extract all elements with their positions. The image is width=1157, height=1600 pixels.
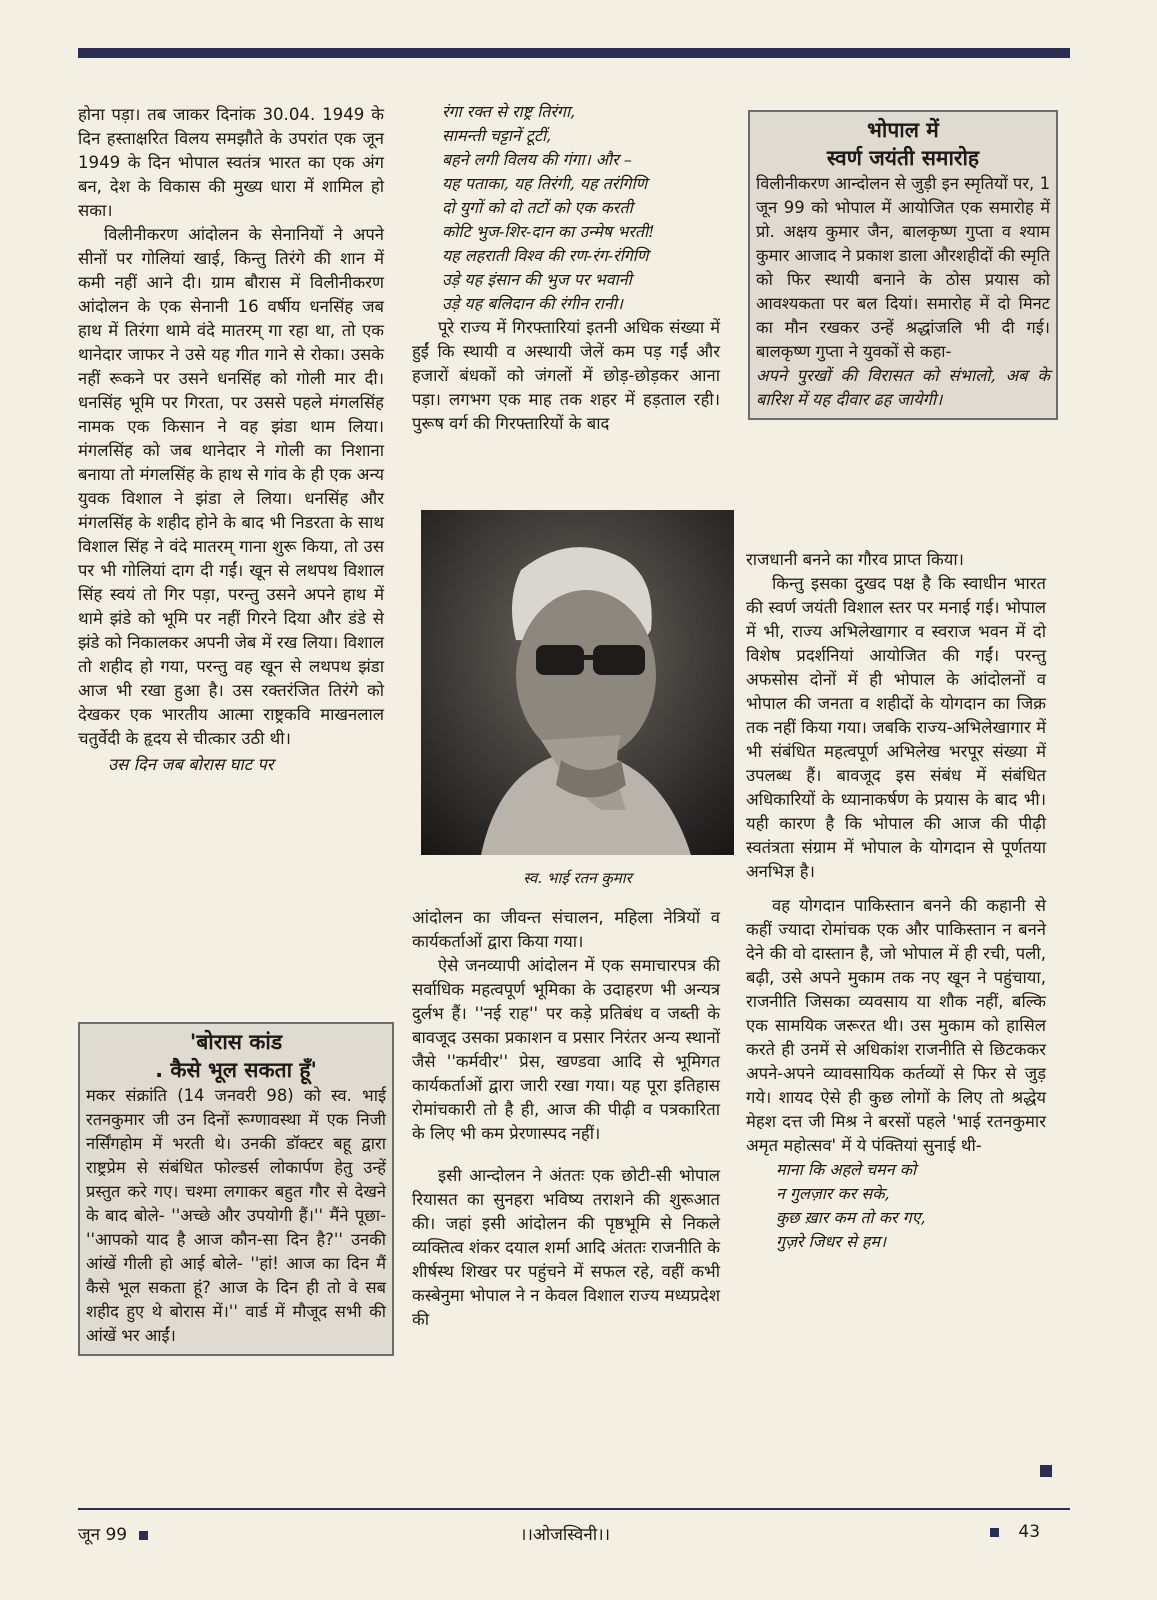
end-of-article-mark <box>1040 1465 1052 1477</box>
jubilee-box-title-1: भोपाल में <box>867 118 939 142</box>
boras-box-body: मकर संक्रांति (14 जनवरी 98) को स्व. भाई रतनकुमार जी उन दिनों रूग्णावस्था में एक निजी नर्सिंगहोम में भरती थे। उनकी डॉक्टर बहू द्वारा राष्ट्रप्रेम से संबंधित फोल्डर्स लोकार्पण हेतु उन्हें प्रस्तुत करे गए। चश्मा लगाकर बहुत गौर से देखने के बाद बोले- ''अच्छे और उपयोगी हैं।'' मैंने पूछा- ''आपको याद है आज कौन-सा दिन है?'' उनकी आंखें गीली हो आई बोले- ''हां! आज का दिन मैं कैसे भूल सकता हूं? आज के दिन ही तो वे सब शहीद हुए थे बोरास में।'' वार्ड में मौजूद सभी की आंखें भर आईं। <box>86 1086 386 1345</box>
poem-line: उड़े यह बलिदान की रंगीन रानी। <box>442 294 623 313</box>
jubilee-box-body: विलीनीकरण आन्दोलन से जुड़ी इन स्मृतियों पर, 1 जून 99 को भोपाल में आयोजित एक समारोह में प्रो. अक्षय कुमार जैन, बालकृष्ण गुप्ता व श्याम कुमार आजाद ने प्रकाश डाला औरशहीदों की स्मृति को फिर स्थायी बनाने के ठोस प्रयास को आवश्यकता पर बल दियां। समारोह में दो मिनट का मौन रखकर उन्हें श्रद्धांजलि भी दी गई। बालकृष्ण गुप्ता ने युवकों से कहा- <box>756 174 1050 361</box>
poem-line: गुज़रे जिधर से हम। <box>776 1232 887 1251</box>
poem-line: माना कि अहले चमन को <box>776 1160 917 1179</box>
poem-line: दो युगों को दो तटों को एक करती <box>442 198 633 217</box>
boras-box-title-1: 'बोरास कांड <box>189 1030 283 1054</box>
poem-line: बहने लगी विलय की गंगा। और – <box>442 150 632 169</box>
boras-box-title-2: . कैसे भूल सकता हूँ' <box>155 1058 317 1082</box>
boras-kand-box <box>78 1022 394 1356</box>
swarna-jayanti-box <box>748 110 1058 420</box>
column-1 <box>78 103 384 777</box>
col3-paragraph-3: वह योगदान पाकिस्तान बनने की कहानी से कहीं ज्यादा रोमांचक एक और पाकिस्तान न बनने देने की वो दास्तान है, जो भोपाल में ही रची, पली, बढ़ी, उसे अपने मुकाम तक नए खून ने पहुंचाया, राजनीति जिसका व्यवसाय या शौक नहीं, बल्कि एक सामयिक जरूरत थी। उस मुकाम को हासिल करते ही उनमें से अधिकांश राजनीति से छिटककर अपने-अपने व्यावसायिक कर्तव्यों से फिर से जुड़ गये। शायद ऐसे ही कुछ लोगों के लिए तो श्रद्धेय मेहश दत्त जी मिश्र ने बरसों पहले 'भाई रतनकुमार अमृत महोत्सव' में ये पंक्तियां सुनाई थी- <box>746 896 1046 1155</box>
col2-paragraph-1: पूरे राज्य में गिरफ्तारियां इतनी अधिक संख्या में हुईं कि स्थायी व अस्थायी जेलें कम पड़ गईं और हजारों बंधकों को जंगलों में छोड़-छोड़कर आना पड़ा। लगभग एक माह तक शहर में हड़ताल रही। पुरूष वर्ग की गिरफ्तारियों के बाद <box>412 318 720 433</box>
col2-paragraph-2: आंदोलन का जीवन्त संचालन, महिला नेत्रियों व कार्यकर्ताओं द्वारा किया गया। <box>412 908 720 951</box>
column-3-poem <box>746 1158 1046 1254</box>
col2-paragraph-4: इसी आन्दोलन ने अंततः एक छोटी-सी भोपाल रियासत का सुनहरा भविष्य तराशने की शुरूआत की। जहां इसी आंदोलन की पृष्ठभूमि से निकले व्यक्तित्व शंकर दयाल शर्मा आदि अंततः राजनीति के शीर्षस्थ शिखर पर पहुंचने में सफल रहे, वहीं कभी कस्बेनुमा भोपाल ने न केवल विशाल राज्य मध्यप्रदेश की <box>412 1166 720 1329</box>
magazine-name: ।।ओजस्विनी।। <box>520 1525 611 1545</box>
col3-paragraph-2: किन्तु इसका दुखद पक्ष है कि स्वाधीन भारत की स्वर्ण जयंती विशाल स्तर पर मनाई गई। भोपाल में भी, राज्य अभिलेखागार व स्वराज भवन में दो विशेष प्रदर्शनियां आयोजित की गईं। परन्तु अफसोस दोनों में ही भोपाल के आंदोलनों व भोपाल की जनता व शहीदों के योगदान का जिक्र तक नहीं किया गया। जबकि राज्य-अभिलेखागार में भी संबंधित महत्वपूर्ण अभिलेख भरपूर संख्या में उपलब्ध हैं। बावजूद इस संबंध में संबंधित अधिकारियों के ध्यानाकर्षण के प्रयास के बाद भी। यही कारण है कि भोपाल की आज की पीढ़ी स्वतंत्रता संग्राम में भोपाल के योगदान से पूर्णतया अनभिज्ञ है। <box>746 574 1046 881</box>
photo-caption: स्व. भाई रतन कुमार <box>523 869 632 887</box>
jubilee-box-quote: अपने पुरखों की विरासत को संभालो, अब के बारिश में यह दीवार ढह जायेगी। <box>756 366 1050 409</box>
poem-line: यह लहराती विश्व की रण-रंग-रंगिणि <box>442 246 649 265</box>
col2-paragraph-3: ऐसे जनव्यापी आंदोलन में एक समाचारपत्र की सर्वाधिक महत्वपूर्ण भूमिका के उदाहरण भी अन्यत्र दुर्लभ हैं। ''नई राह'' पर कड़े प्रतिबंध व जब्ती के बावजूद उसका प्रकाशन व प्रसार निरंतर अन्य स्थानों जैसे ''कर्मवीर'' प्रेस, खण्डवा आदि से भूमिगत कार्यकर्ताओं द्वारा जारी रखा गया। यह पूरा इतिहास रोमांचकारी तो है ही, आज की पीढ़ी व पत्रकारिता के लिए भी कम प्रेरणास्पद नहीं। <box>412 956 720 1143</box>
footer-right <box>990 1522 1040 1542</box>
poem-line: सामन्ती चट्टानें टूटीं, <box>442 126 552 145</box>
footer-left <box>78 1522 148 1545</box>
col3-paragraph-1: राजधानी बनने का गौरव प्राप्त किया। <box>746 550 964 569</box>
poem-line: न गुलज़ार कर सके, <box>776 1184 890 1203</box>
poem-line: कुछ ख़ार कम तो कर गए, <box>776 1208 926 1227</box>
square-bullet-icon <box>990 1528 999 1537</box>
col1-paragraph-1: होना पड़ा। तब जाकर दिनांक 30.04. 1949 के दिन हस्ताक्षरित विलय समझौते के उपरांत एक जून 1949 के दिन भोपाल स्वतंत्र भारत का एक अंग बन, देश के विकास की मुख्य धारा में शामिल हो सका। <box>78 105 384 220</box>
column-2-lower <box>412 906 720 1332</box>
poem-line: यह पताका, यह तिरंगी, यह तरंगिणि <box>442 174 648 193</box>
square-bullet-icon <box>139 1531 148 1540</box>
portrait-illustration <box>421 510 734 855</box>
poem-line: रंगा रक्त से राष्ट्र तिरंगा, <box>442 102 576 121</box>
col1-paragraph-2: विलीनीकरण आंदोलन के सेनानियों ने अपने सीनों पर गोलियां खाई, किन्तु तिरंगे की शान में कमी नहीं आने दी। ग्राम बौरास में विलीनीकरण आंदोलन के एक सेनानी 16 वर्षीय धनसिंह जब हाथ में तिरंगा थामे वंदे मातरम् गा रहा था, तो एक थानेदार जाफर ने उसे यह गीत गाने से रोका। उसके नहीं रूकने पर उसने धनसिंह को गोली मार दी। धनसिंह भूमि पर गिरता, पर उससे पहले मंगलसिंह नामक एक किसान ने वह झंडा थाम लिया। मंगलसिंह को जब थानेदार ने गोली का निशाना बनाया तो मंगलसिंह के हाथ से गांव के ही एक अन्य युवक विशाल ने झंडा ले लिया। धनसिंह और मंगलसिंह के शहीद होने के बाद भी निडरता के साथ विशाल सिंह ने वंदे मातरम् गाना शुरू किया, तो उस पर भी गोलियां दाग दी गईं। खून से लथपथ विशाल सिंह स्वयं तो गिर पड़ा, परन्तु उसने अपने हाथ में थामे झंडे को भूमि पर नहीं गिरने दिया और डंडे से झंडे को निकालकर अपनी जेब में रख लिया। विशाल तो शहीद हो गया, परन्तु वह खून से लथपथ झंडा आज भी रखा हुआ है। उस रक्तरंजित तिरंगे को देखकर एक भारतीय आत्मा राष्ट्रकवि माखनलाल चतुर्वेदी के हृदय से चीत्कार उठी थी। <box>78 225 384 748</box>
column-3 <box>746 548 1046 1254</box>
column-2 <box>412 100 720 436</box>
footer-center <box>520 1522 610 1545</box>
poem-line: कोटि भुज-शिर-दान का उन्मेष भरती! <box>442 222 655 241</box>
column-2-poem <box>412 100 720 316</box>
jubilee-box-title-2: स्वर्ण जयंती समारोह <box>826 146 980 170</box>
col1-verse-line: उस दिन जब बोरास घाट पर <box>108 755 274 774</box>
bottom-rule <box>78 1508 1070 1510</box>
issue-date: जून 99 <box>78 1525 128 1545</box>
page-number: 43 <box>1018 1522 1041 1542</box>
poem-line: उड़े यह इंसान की भुज पर भवानी <box>442 270 632 289</box>
top-rule <box>78 48 1070 58</box>
portrait-photo <box>421 510 734 855</box>
